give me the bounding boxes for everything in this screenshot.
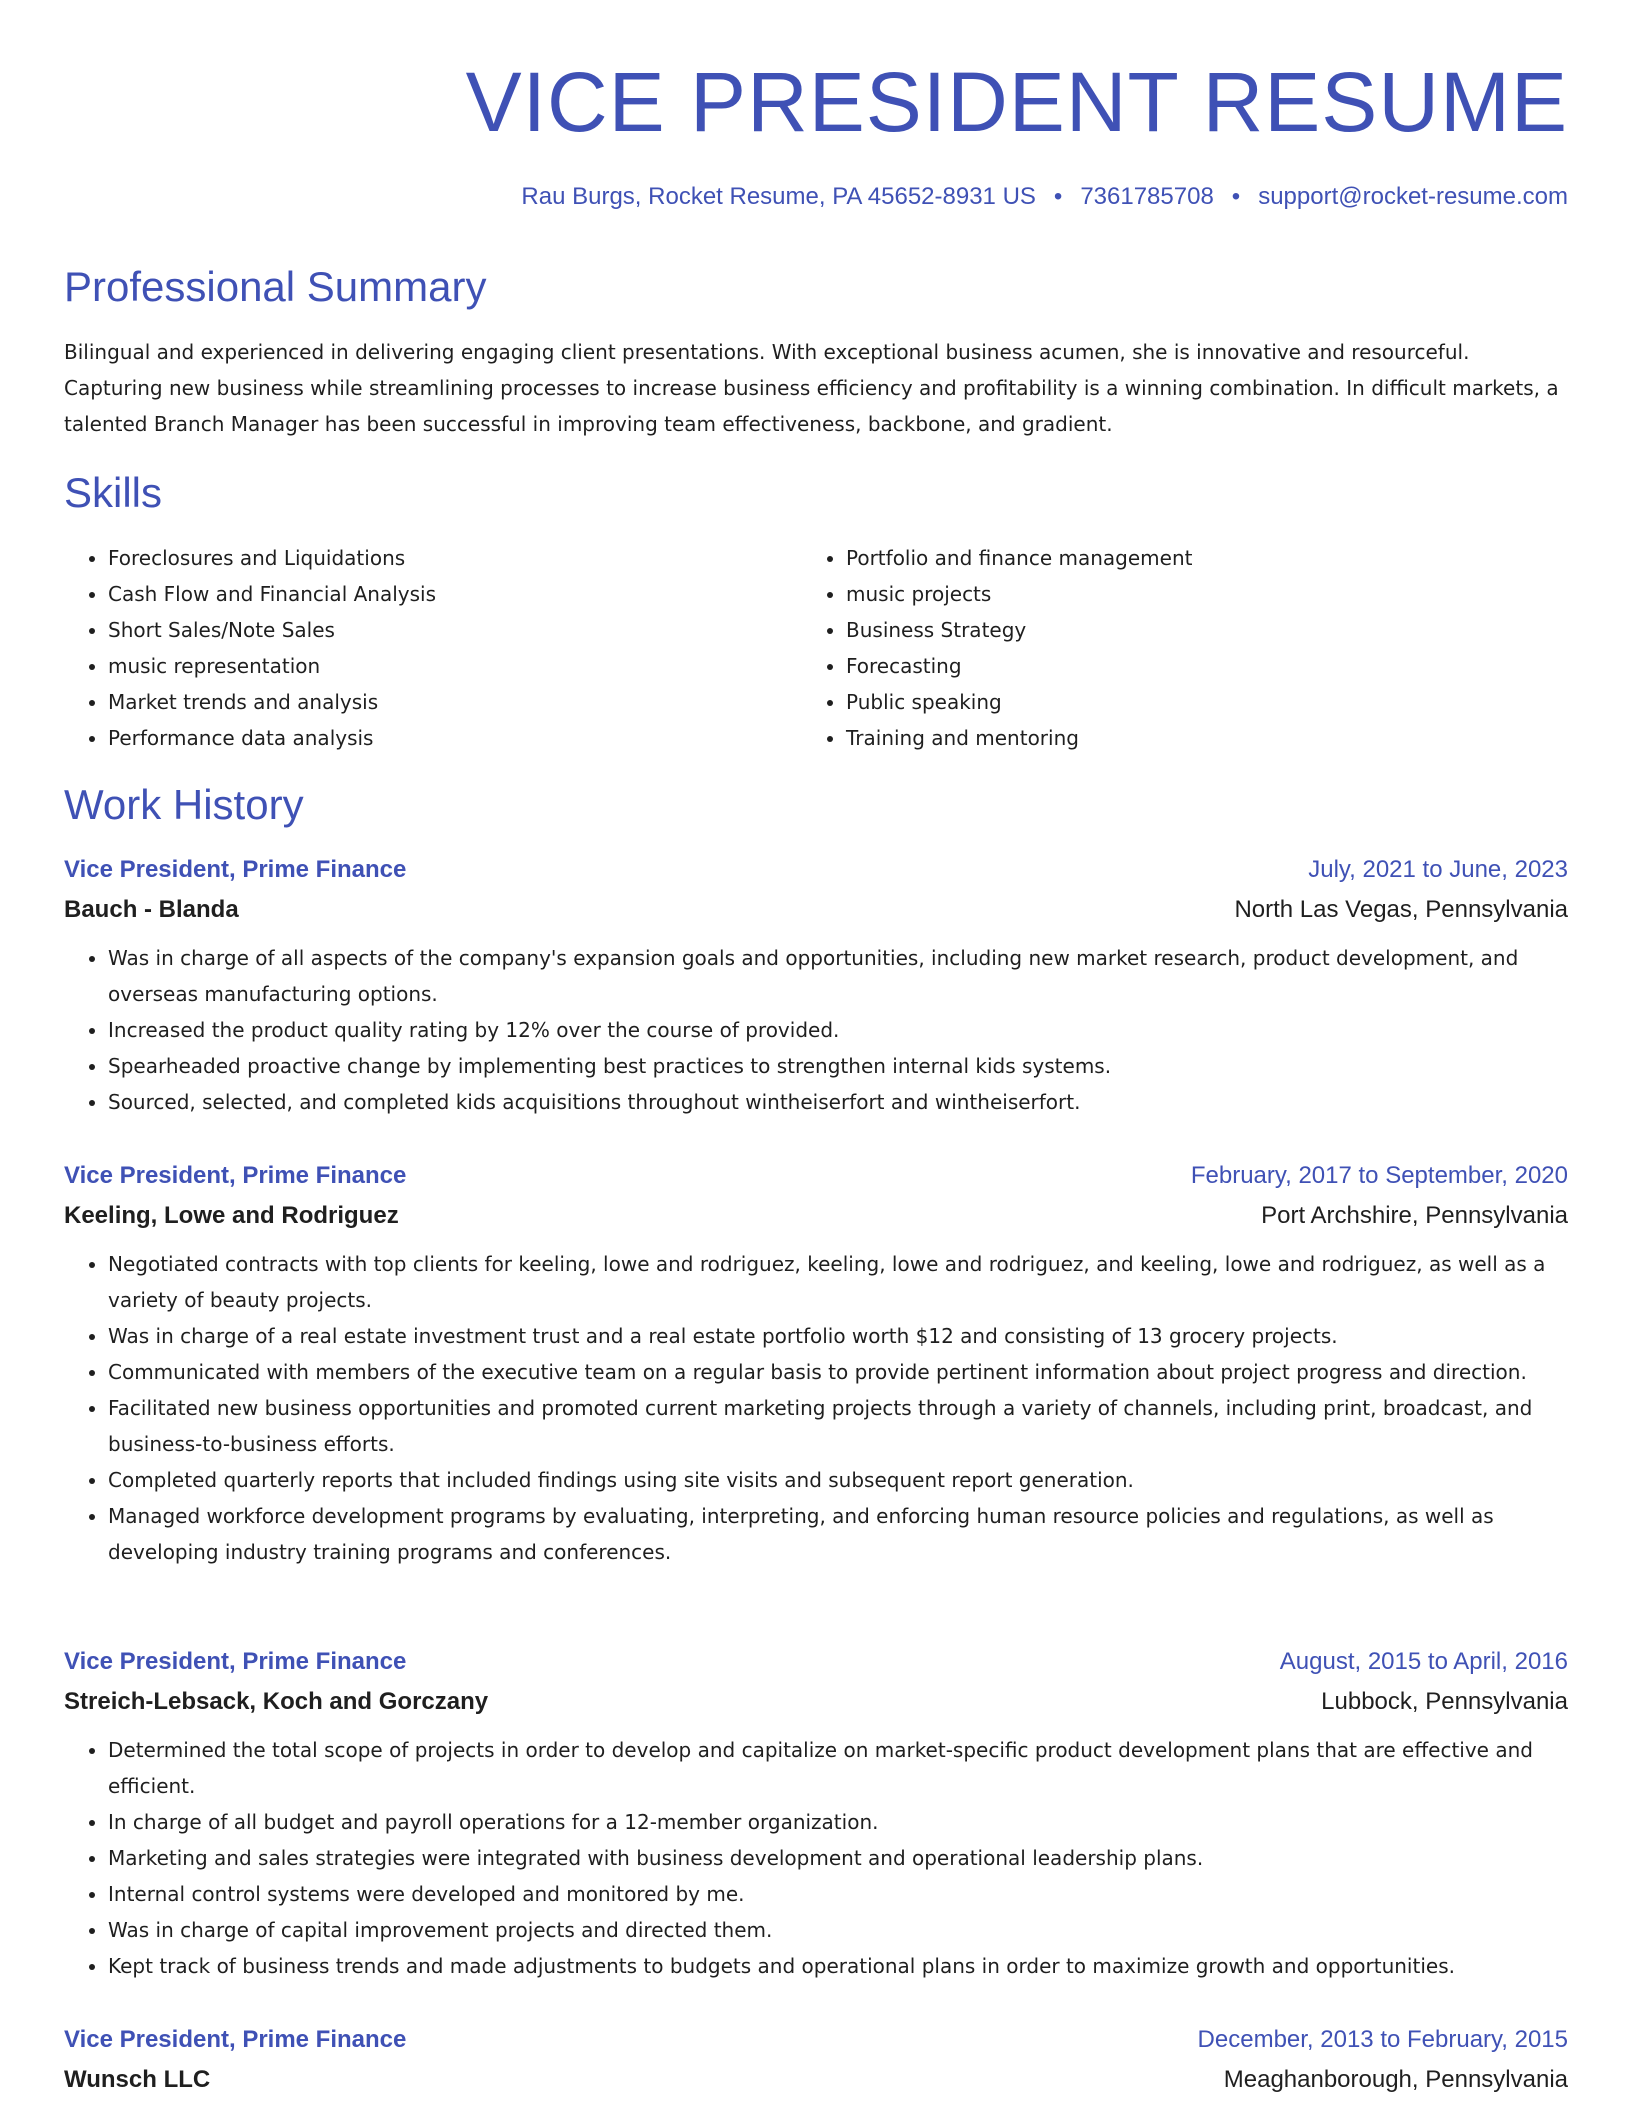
contact-separator: •: [1053, 183, 1063, 210]
job-location: Lubbock, Pennsylvania: [1321, 1688, 1568, 1715]
job-company: Keeling, Lowe and Rodriguez: [64, 1202, 399, 1229]
resume-page: [64, 0, 1568, 2112]
job-bullet: • Facilitated new business opportunities and promoted current marketing projects through a variety of channels, including print, broadcast, and business-to-business efforts.: [108, 1390, 1568, 1462]
skill-item: • Performance data analysis: [108, 720, 784, 756]
job-role: Vice President, Prime Finance: [64, 1648, 407, 1675]
skill-item: • Training and mentoring: [846, 720, 1522, 756]
job-role: Vice President, Prime Finance: [64, 1162, 407, 1189]
contact-phone: 7361785708: [1080, 183, 1214, 210]
job-dates: February, 2017 to September, 2020: [1190, 1162, 1568, 1189]
job-company-row: [64, 2060, 1568, 2100]
job-entry: [64, 1156, 1568, 1570]
job-entry: [64, 850, 1568, 1120]
job-bullets: [64, 940, 1568, 1120]
skill-item: • Public speaking: [846, 684, 1522, 720]
job-bullet: • Negotiated contracts with top clients for keeling, lowe and rodriguez, keeling, lowe and rodriguez, and keeling, lowe and rodriguez, as well as a variety of beauty projects.: [108, 1246, 1568, 1318]
job-bullets: [64, 1732, 1568, 1984]
job-bullet: • Determined the total scope of projects in order to develop and capitalize on market-specific product development plans that are effective and efficient.: [108, 1732, 1568, 1804]
summary-text: Bilingual and experienced in delivering engaging client presentations. With exceptional business acumen, she is innovative and resourceful. Capturing new business while streamlining processes to increase business efficiency and profitability is a winning combination. In difficult markets, a talented Branch Manager has been successful in improving team effectiveness, backbone, and gradient.: [64, 340, 1559, 436]
job-company-row: [64, 890, 1568, 930]
job-bullet: • In charge of all budget and payroll operations for a 12-member organization.: [108, 1804, 1568, 1840]
contact-line: [521, 180, 1568, 214]
job-bullet: • Sourced, selected, and completed kids acquisitions throughout wintheiserfort and wintheiserfort.: [108, 1084, 1568, 1120]
job-company-row: [64, 1196, 1568, 1236]
skill-item: • Forecasting: [846, 648, 1522, 684]
job-title-row: [64, 1642, 1568, 1682]
skills-column-left: [64, 540, 784, 756]
job-bullet: • Marketing and sales strategies were integrated with business development and operational leadership plans.: [108, 1840, 1568, 1876]
job-bullets: [64, 1246, 1568, 1570]
job-role: Vice President, Prime Finance: [64, 2026, 407, 2053]
contact-address: Rau Burgs, Rocket Resume, PA 45652-8931 US: [521, 183, 1036, 210]
job-bullet: • Communicated with members of the executive team on a regular basis to provide pertinent information about project progress and direction.: [108, 1354, 1568, 1390]
contact-email[interactable]: support@rocket-resume.com: [1258, 183, 1568, 210]
skill-item: • Cash Flow and Financial Analysis: [108, 576, 784, 612]
job-location: Port Archshire, Pennsylvania: [1261, 1202, 1568, 1229]
job-bullet: • Was in charge of all aspects of the company's expansion goals and opportunities, including new market research, product development, and overseas manufacturing options.: [108, 940, 1568, 1012]
skill-item: • Foreclosures and Liquidations: [108, 540, 784, 576]
skills-list-right: [802, 540, 1522, 756]
job-title-row: [64, 2020, 1568, 2060]
job-role: Vice President, Prime Finance: [64, 856, 407, 883]
job-dates: July, 2021 to June, 2023: [1308, 856, 1568, 883]
skills-column-right: [802, 540, 1522, 756]
job-title-row: [64, 850, 1568, 890]
job-bullet: • Completed quarterly reports that included findings using site visits and subsequent report generation.: [108, 1462, 1568, 1498]
job-location: Meaghanborough, Pennsylvania: [1223, 2066, 1568, 2093]
job-dates: December, 2013 to February, 2015: [1197, 2026, 1568, 2053]
job-company-row: [64, 1682, 1568, 1722]
skill-item: • Short Sales/Note Sales: [108, 612, 784, 648]
job-company: Bauch - Blanda: [64, 896, 239, 923]
job-bullet: • Kept track of business trends and made adjustments to budgets and operational plans in order to maximize growth and opportunities.: [108, 1948, 1568, 1984]
skill-item: • Portfolio and finance management: [846, 540, 1522, 576]
skill-item: • music projects: [846, 576, 1522, 612]
skills-heading: Skills: [64, 469, 163, 516]
job-bullet: • Internal control systems were developed and monitored by me.: [108, 1876, 1568, 1912]
job-company: Streich-Lebsack, Koch and Gorczany: [64, 1688, 489, 1715]
job-entry: [64, 2020, 1568, 2100]
job-company: Wunsch LLC: [64, 2066, 211, 2093]
skill-item: • Business Strategy: [846, 612, 1522, 648]
skill-item: • music representation: [108, 648, 784, 684]
job-bullet: • Was in charge of a real estate investment trust and a real estate portfolio worth $12 and consisting of 13 grocery projects.: [108, 1318, 1568, 1354]
resume-title: VICE PRESIDENT RESUME: [465, 55, 1568, 149]
skills-list-left: [64, 540, 784, 756]
job-bullet: • Increased the product quality rating by 12% over the course of provided.: [108, 1012, 1568, 1048]
work-history-heading: Work History: [64, 781, 304, 828]
job-bullet: • Managed workforce development programs by evaluating, interpreting, and enforcing human resource policies and regulations, as well as developing industry training programs and conferences.: [108, 1498, 1568, 1570]
job-entry: [64, 1642, 1568, 1984]
job-location: North Las Vegas, Pennsylvania: [1234, 896, 1568, 923]
contact-separator: •: [1231, 183, 1241, 210]
job-dates: August, 2015 to April, 2016: [1279, 1648, 1568, 1675]
job-title-row: [64, 1156, 1568, 1196]
summary-heading: Professional Summary: [64, 263, 487, 310]
job-bullet: • Spearheaded proactive change by implementing best practices to strengthen internal kids systems.: [108, 1048, 1568, 1084]
job-bullet: • Was in charge of capital improvement projects and directed them.: [108, 1912, 1568, 1948]
skill-item: • Market trends and analysis: [108, 684, 784, 720]
